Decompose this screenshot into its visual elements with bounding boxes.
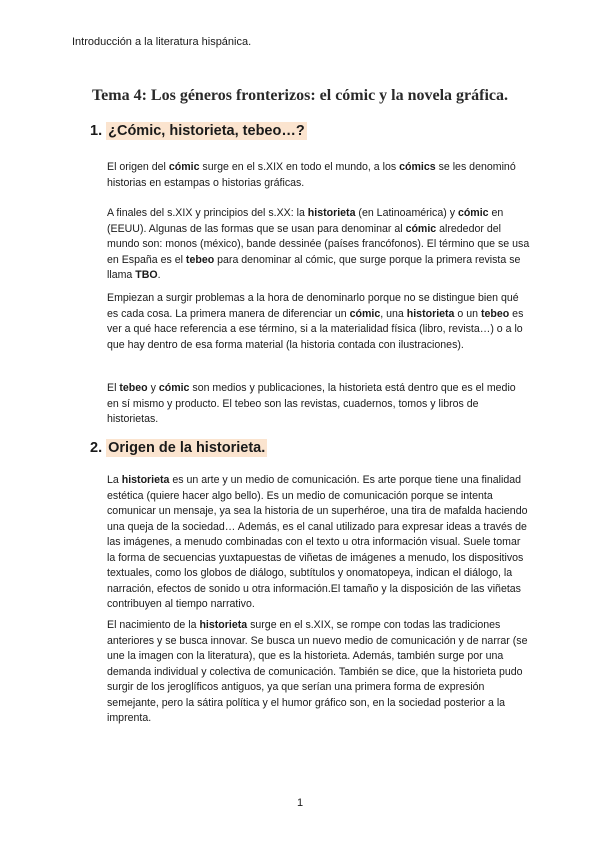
paragraph	[107, 206, 530, 284]
text-run: El	[107, 382, 120, 394]
bold-term: cómic	[168, 161, 200, 173]
text-run: o un	[454, 307, 481, 320]
text-run: para denominar al cómic, que surge porque la primera revista se llama	[107, 253, 521, 281]
bold-term: tebeo	[119, 382, 148, 394]
section-title: ¿Cómic, historieta, tebeo…?	[108, 123, 305, 139]
bold-term: tebeo	[185, 253, 215, 266]
text-run: alrededor del mundo son: monos (méxico), bande dessinée (países francófonos). El término que se usa en España es el	[107, 222, 530, 266]
running-header: Introducción a la literatura hispánica.	[72, 36, 252, 48]
text-run: , una	[380, 307, 407, 320]
text-run: .	[157, 269, 161, 281]
section-2-heading	[90, 440, 267, 456]
text-run: es un arte y un medio de comunicación. Es arte porque tiene una finalidad estética (quiere hacer algo bello). Es un medio de comunicación porque se intenta comunicar un mensaje, ya sea la historia de un superhéroe, una tira de mafalda haciendo una queja de la sociedad… Además, es el canal utilizado para expresar ideas a través de las imágenes, a menudo combinadas con el texto u otra información visual. Suele tomar la forma de secuencias yuxtapuestas de viñetas de imágenes a menudo, los dispositivos textuales, como los globos de diálogo, subtítulos y onomatopeya, indican el diálogo, la narración, efectos de sonido u otra información.El tamaño y la disposición de las viñetas contribuyen al tiempo narrativo.	[107, 474, 528, 610]
text-run: y	[147, 382, 159, 394]
page-number: 1	[296, 797, 304, 809]
bold-term: cómics	[399, 161, 436, 173]
paragraph	[107, 473, 530, 613]
bold-term: cómic	[349, 307, 381, 320]
bold-term: cómic	[405, 222, 437, 235]
section-title: Origen de la historieta.	[108, 440, 266, 456]
paragraph	[107, 160, 530, 191]
text-run: se les denominó historias en estampas o historias gráficas.	[107, 161, 516, 189]
text-run: surge en el s.XIX en todo el mundo, a los	[199, 161, 400, 173]
text-run: Empiezan a surgir problemas a la hora de denominarlo porque no se distingue bien qué es cada cosa. La primera manera de diferenciar un	[107, 292, 519, 320]
section-1-heading	[90, 123, 307, 139]
document-title: Tema 4: Los géneros fronterizos: el cómic y la novela gráfica.	[91, 87, 509, 104]
text-run: es ver a qué hace referencia a ese término, si a la materialidad física (libro, revista…) o a lo que hay dentro de esa forma material (la historia contada con ilustraciones).	[107, 307, 524, 351]
text-run: El origen del	[107, 161, 169, 173]
text-run: El nacimiento de la	[107, 619, 200, 631]
bold-term: historieta	[406, 307, 455, 320]
bold-term: cómic	[457, 207, 489, 219]
text-run: en (EEUU). Algunas de las formas que se usan para denominar al	[107, 207, 504, 235]
bold-term: cómic	[158, 382, 190, 394]
bold-term: historieta	[307, 207, 356, 219]
paragraph	[107, 291, 530, 353]
paragraph	[107, 618, 530, 727]
section-number: 1.	[90, 123, 103, 139]
text-run: A finales del s.XIX y principios del s.XX: la	[107, 207, 308, 219]
bold-term: historieta	[121, 474, 170, 486]
text-run: (en Latinoamérica) y	[355, 207, 458, 219]
text-run: La	[107, 474, 122, 486]
paragraph	[107, 381, 530, 428]
bold-term: historieta	[199, 619, 248, 631]
text-run: son medios y publicaciones, la historieta está dentro que es el medio en sí mismo y producto. El tebeo son las revistas, cuadernos, tomos y libros de historietas.	[107, 382, 516, 425]
section-number: 2.	[90, 440, 103, 456]
bold-term: tebeo	[480, 307, 510, 320]
bold-term: TBO	[135, 269, 158, 281]
text-run: surge en el s.XIX, se rompe con todas las tradiciones anteriores y se busca innovar. Se busca un nuevo medio de comunicación y de narrar (se une la imagen con la literatura), que es la historieta. Además, también surge por una demanda individual y colectiva de comunicación. También se dice, que la historieta pudo surgir de los jeroglíficos antiguos, ya que serían una primera forma de expresión semejante, pero la sátira política y el humor gráfico son, en la sociedad posterior a la imprenta.	[107, 619, 528, 724]
